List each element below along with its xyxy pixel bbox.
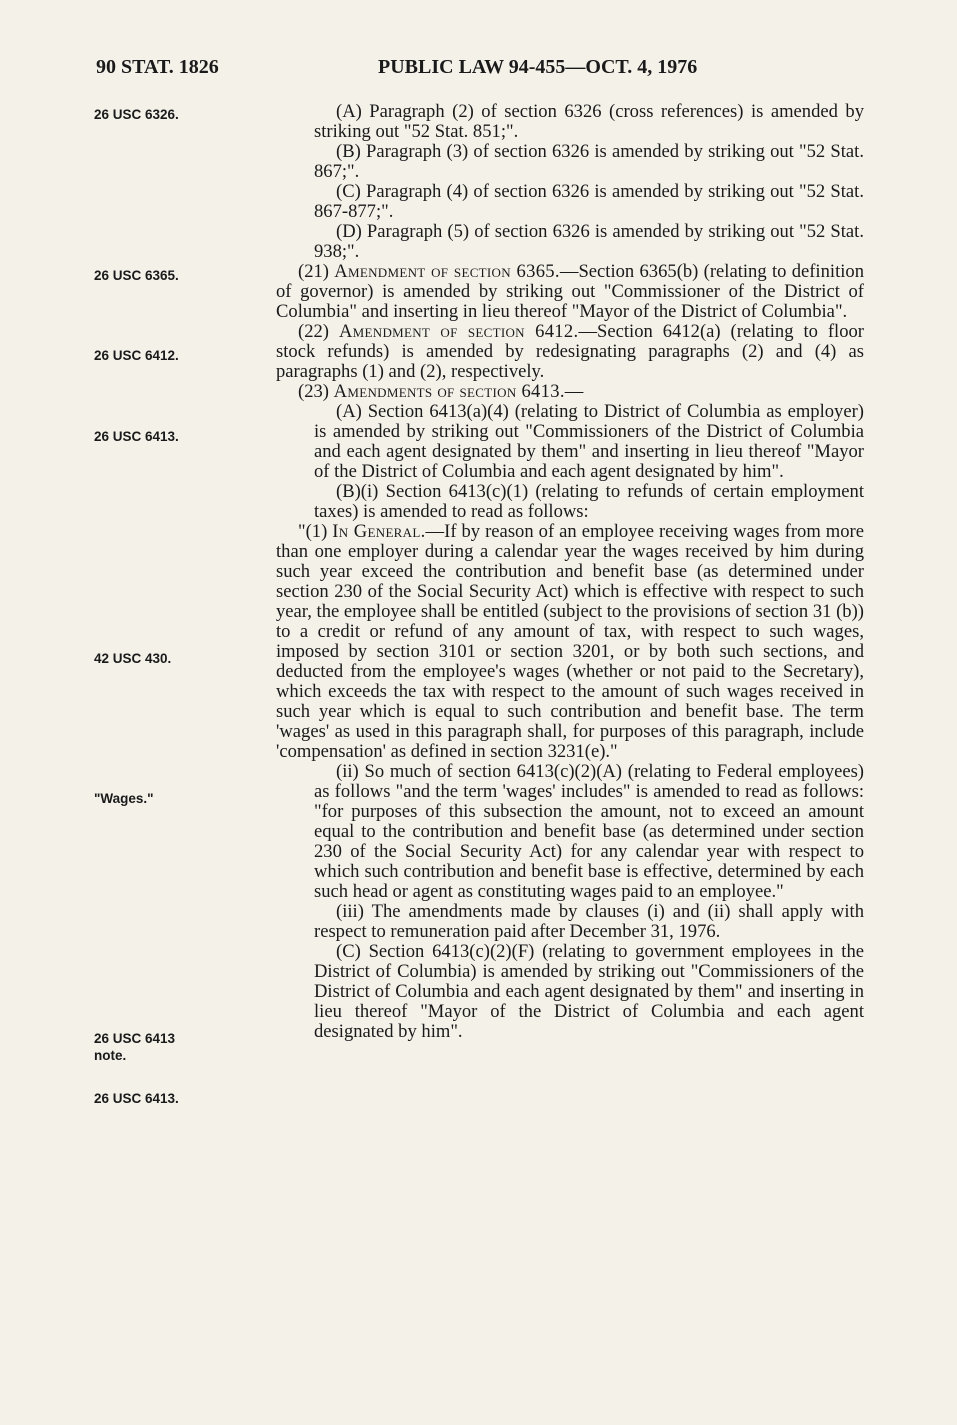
margin-note: 26 USC 6326. bbox=[94, 107, 179, 122]
section-heading: Amendment of section 6412. bbox=[338, 321, 579, 342]
section-heading: Amendments of section 6413. bbox=[333, 381, 565, 402]
paragraph: (A) Section 6413(a)(4) (relating to District of Columbia as employer) is amended by striking out "Commissioners of the District of Columbia and each agent designated by them" and inserting in lieu thereof "Mayor of the District of Columbia and each agent designated by him". bbox=[314, 401, 864, 482]
margin-note: 26 USC 6413. bbox=[94, 1091, 179, 1106]
paragraph-number: "(1) bbox=[298, 521, 328, 542]
margin-note: 26 USC 6413. bbox=[94, 429, 179, 444]
paragraph: (A) Paragraph (2) of section 6326 (cross references) is amended by striking out "52 Stat. 851;". bbox=[314, 101, 864, 142]
paragraph bbox=[276, 382, 864, 402]
statute-body bbox=[276, 102, 864, 1042]
paragraph: (B) Paragraph (3) of section 6326 is amended by striking out "52 Stat. 867;". bbox=[314, 141, 864, 182]
paragraph: (ii) So much of section 6413(c)(2)(A) (relating to Federal employees) as follows "and the term 'wages' includes" is amended to read as follows: "for purposes of this subsection the amount, not to exceed an amount equal to the contribution and benefit base (as determined under section 230 of the Social Security Act) for any calendar year with respect to which such contribution and benefit base is effective, determined by each such head or agent as constituting wages paid to an employee." bbox=[314, 761, 864, 902]
page-header bbox=[96, 56, 896, 86]
paragraph-number: (22) bbox=[298, 321, 329, 342]
paragraph-text: —Section 6365(b) (relating to definition of governor) is amended by striking out "Commissioner of the District of Columbia" and inserting in lieu thereof "Mayor of the District of Columbia". bbox=[276, 261, 864, 322]
page-title: PUBLIC LAW 94-455—OCT. 4, 1976 bbox=[378, 56, 698, 78]
paragraph-text: — bbox=[564, 381, 584, 402]
margin-note: 42 USC 430. bbox=[94, 651, 172, 666]
paragraph-number: (21) bbox=[298, 261, 329, 282]
paragraph: (B)(i) Section 6413(c)(1) (relating to refunds of certain employment taxes) is amended to read as follows: bbox=[314, 481, 864, 522]
margin-note: 26 USC 6365. bbox=[94, 268, 179, 283]
section-heading: In General. bbox=[332, 521, 426, 542]
quoted-paragraph bbox=[276, 522, 864, 762]
paragraph: (C) Paragraph (4) of section 6326 is amended by striking out "52 Stat. 867-877;". bbox=[314, 181, 864, 222]
paragraph-number: (23) bbox=[298, 381, 329, 402]
margin-note: note. bbox=[94, 1048, 127, 1063]
paragraph-text: —Section 6412(a) (relating to floor stock refunds) is amended by redesignating paragraphs (2) and (4) as paragraphs (1) and (2), respectively. bbox=[276, 321, 865, 382]
paragraph: (C) Section 6413(c)(2)(F) (relating to government employees in the District of Columbia) is amended by striking out "Commissioners of the District of Columbia and each agent designated by them" and inserting in lieu thereof "Mayor of the District of Columbia and each agent designated by him". bbox=[314, 941, 864, 1042]
stat-page-number: 90 STAT. 1826 bbox=[96, 56, 219, 78]
margin-note: 26 USC 6413 bbox=[94, 1031, 176, 1046]
paragraph: (iii) The amendments made by clauses (i) and (ii) shall apply with respect to remuneration paid after December 31, 1976. bbox=[314, 901, 864, 942]
paragraph bbox=[276, 322, 864, 382]
paragraph-text: —If by reason of an employee receiving wages from more than one employer during a calendar year the wages received by him during such year exceed the contribution and benefit base (as determined under section 230 of the Social Security Act) which is effective with respect to such year, the employee shall be entitled (subject to the provisions of section 31 (b)) to a credit or refund of any amount of tax, with respect to such wages, imposed by section 3101 or section 3201, or by both such sections, and deducted from the employee's wages (whether or not paid to the Secretary), which exceeds the tax with respect to the amount of such wages received in such year which is equal to such contribution and benefit base. The term 'wages' as used in this paragraph shall, for purposes of this paragraph, include 'compensation' as defined in section 3231(e)." bbox=[276, 521, 864, 762]
paragraph: (D) Paragraph (5) of section 6326 is amended by striking out "52 Stat. 938;". bbox=[314, 221, 864, 262]
paragraph bbox=[276, 262, 864, 322]
section-heading: Amendment of section 6365. bbox=[334, 261, 560, 282]
margin-note: "Wages." bbox=[94, 791, 154, 806]
margin-note: 26 USC 6412. bbox=[94, 348, 179, 363]
